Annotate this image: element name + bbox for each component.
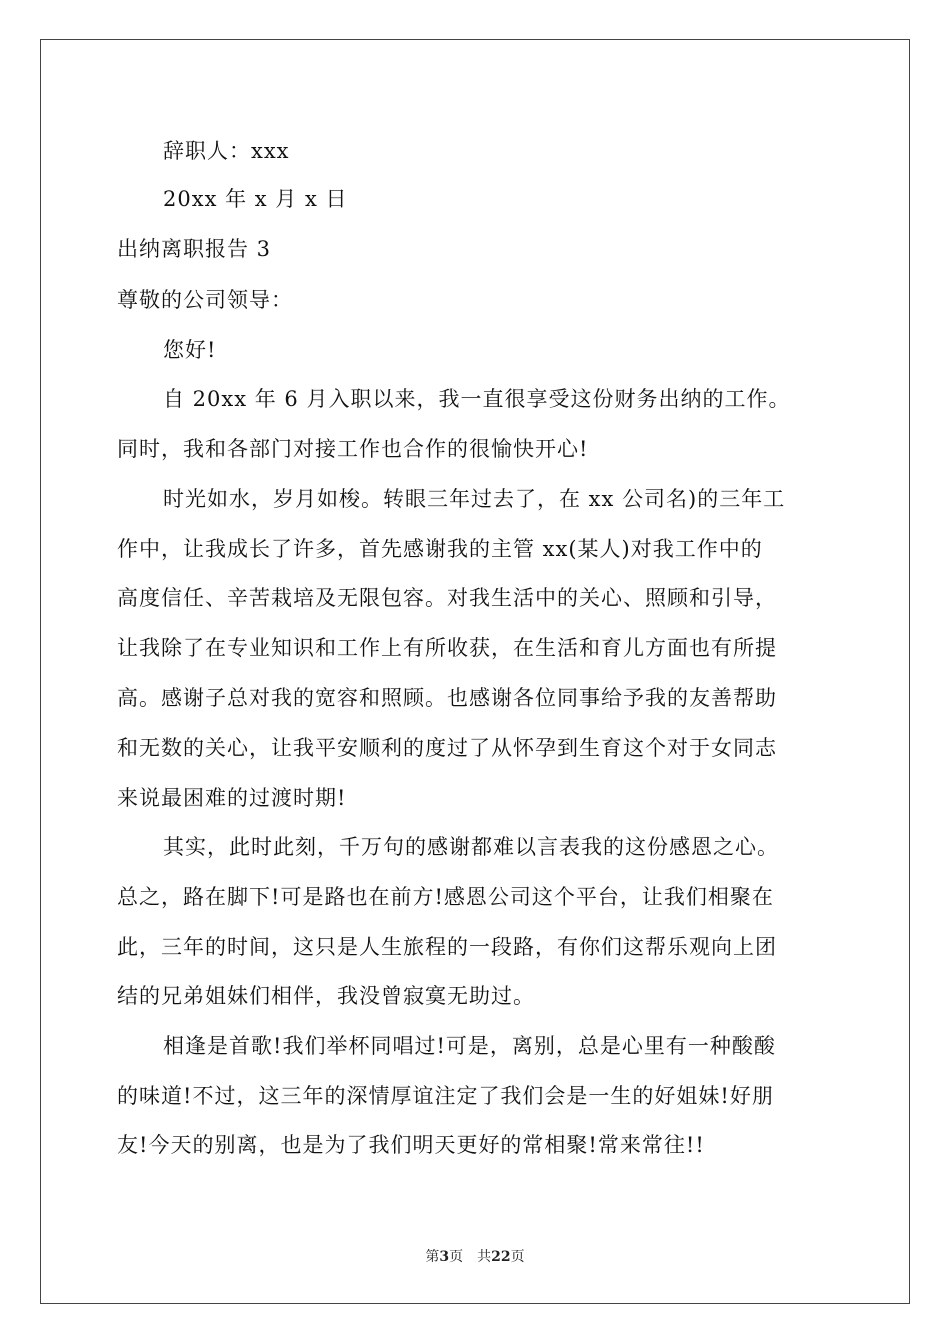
resigner-line: 辞职人：xxx	[163, 139, 290, 163]
page-suffix: 页	[510, 1249, 525, 1265]
body-line: 其实，此时此刻，千万句的感谢都难以言表我的这份感恩之心。	[163, 835, 779, 859]
body-line: 和无数的关心，让我平安顺利的度过了从怀孕到生育这个对于女同志	[117, 736, 777, 760]
body-line: 作中，让我成长了许多，首先感谢我的主管 xx(某人)对我工作中的	[117, 537, 763, 561]
page-current: 3	[439, 1249, 450, 1265]
date-line: 20xx 年 x 月 x 日	[163, 187, 348, 211]
body-line: 此，三年的时间，这只是人生旅程的一段路，有你们这帮乐观向上团	[117, 935, 777, 959]
salutation: 尊敬的公司领导：	[117, 288, 293, 312]
body-line: 结的兄弟姐妹们相伴，我没曾寂寞无助过。	[117, 984, 535, 1008]
body-line: 自 20xx 年 6 月入职以来，我一直很享受这份财务出纳的工作。	[163, 387, 791, 411]
body-line: 来说最困难的过渡时期!	[117, 786, 347, 810]
page-total: 22	[491, 1249, 511, 1265]
report-title: 出纳离职报告 3	[117, 237, 272, 261]
page-number-footer	[0, 1248, 950, 1266]
body-line: 总之，路在脚下!可是路也在前方!感恩公司这个平台，让我们相聚在	[117, 885, 774, 909]
body-line: 高。感谢子总对我的宽容和照顾。也感谢各位同事给予我的友善帮助	[117, 686, 777, 710]
body-line: 高度信任、辛苦栽培及无限包容。对我生活中的关心、照顾和引导，	[117, 586, 777, 610]
page-prefix: 第	[425, 1249, 440, 1265]
body-line: 时光如水，岁月如梭。转眼三年过去了，在 xx 公司名)的三年工	[163, 487, 786, 511]
body-line: 让我除了在专业知识和工作上有所收获，在生活和育儿方面也有所提	[117, 636, 777, 660]
body-line: 同时，我和各部门对接工作也合作的很愉快开心!	[117, 437, 589, 461]
page-mid: 页 共	[449, 1249, 492, 1265]
body-line: 的味道!不过，这三年的深情厚谊注定了我们会是一生的好姐妹!好朋	[117, 1084, 774, 1108]
page-frame	[40, 39, 910, 1304]
body-line: 友!今天的别离，也是为了我们明天更好的常相聚!常来常往!!	[117, 1133, 705, 1157]
greeting: 您好!	[163, 338, 217, 362]
body-line: 相逢是首歌!我们举杯同唱过!可是，离别，总是心里有一种酸酸	[163, 1034, 776, 1058]
